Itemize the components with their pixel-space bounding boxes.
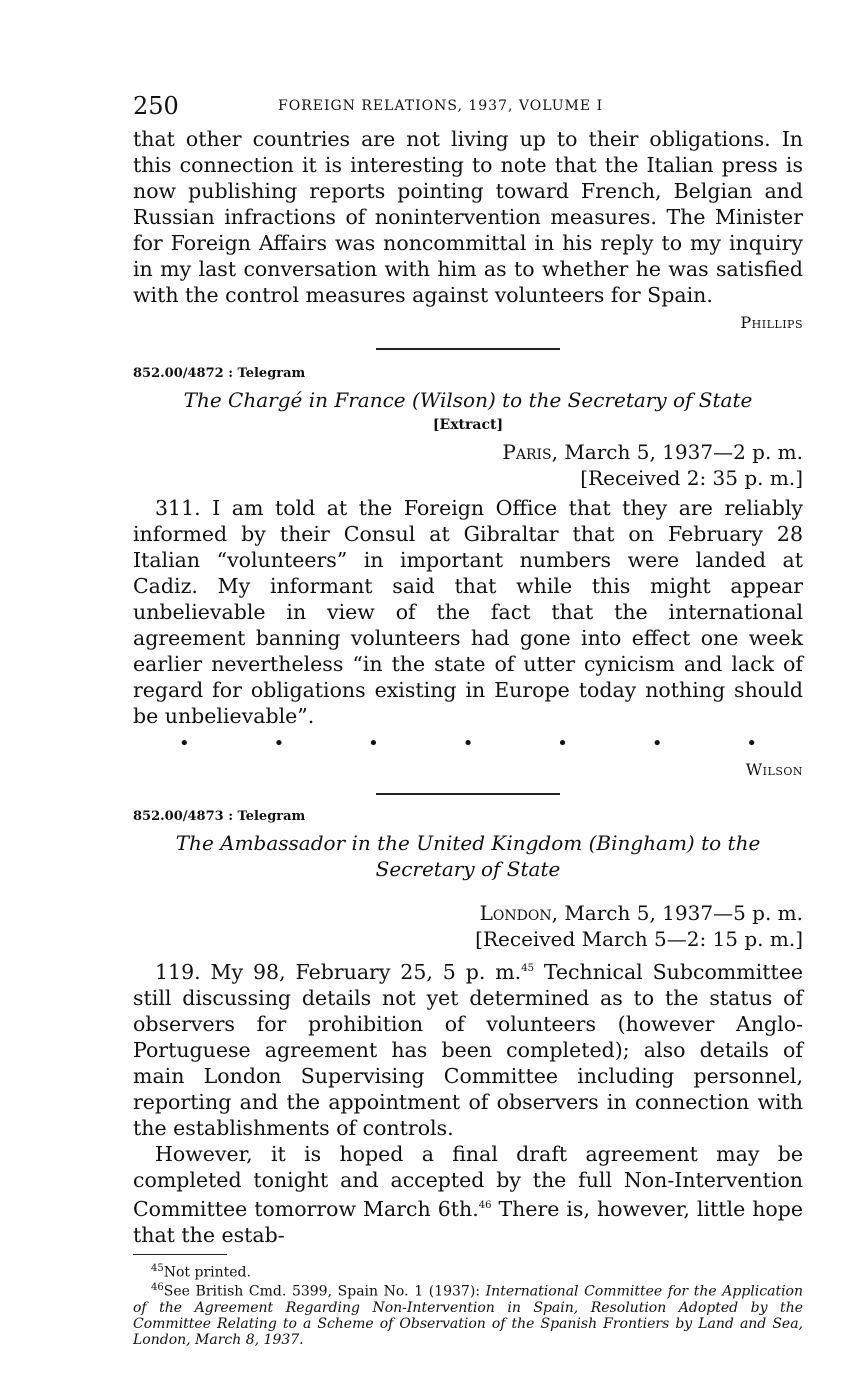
dateline-place: London [479, 901, 552, 925]
signature-wilson: Wilson [745, 760, 803, 779]
section-divider [376, 793, 560, 795]
received-line: [Received March 5—2: 15 p. m.] [475, 927, 803, 951]
signature-phillips: Phillips [740, 313, 803, 332]
footnote-ref: 46 [478, 1199, 492, 1211]
ellipsis-dot: • [462, 733, 474, 754]
footnote-text: Not printed. [163, 1264, 251, 1281]
message-paragraph [133, 1141, 803, 1248]
dateline [133, 900, 803, 926]
message-paragraph [133, 956, 803, 1141]
page-number: 250 [133, 92, 179, 120]
footnote-46 [133, 1280, 803, 1348]
document-title: The Chargé in France (Wilson) to the Secretary of State [183, 388, 753, 412]
paragraph-text: There is, however, little hope that the estab- [133, 1196, 803, 1247]
footnote-text: See British Cmd. 5399, Spain No. 1 (1937): [163, 1283, 486, 1300]
document-title: The Ambassador in the United Kingdom (Bingham) to the Secretary of State [175, 831, 761, 881]
footnote-mark: 46 [151, 1282, 164, 1294]
ellipsis-dot: • [368, 733, 379, 754]
file-number: 852.00/4872 : Telegram [133, 366, 306, 381]
running-title: FOREIGN RELATIONS, 1937, VOLUME I [278, 98, 604, 114]
extract-label: [Extract] [432, 417, 504, 433]
ellipsis-dot: • [273, 733, 285, 754]
paragraph-text: However, it is hoped a final draft agreement may be completed tonight and accepted by the full Non-Intervention Committee tomorrow March 6th. [133, 1141, 803, 1221]
paragraph-text: Technical Subcommittee still discussing details not yet determined as to the status of observers for prohibition of volunteers (however Anglo-Portuguese agreement has been completed); also details of main London Supervising Committee including personnel, reporting and the appointment of observers in connection with the establishments of controls. [133, 959, 803, 1140]
received-line: [Received 2: 35 p. m.] [580, 466, 803, 490]
paragraph-text: 119. My 98, February 25, 5 p. m. [155, 959, 522, 984]
footnote-divider [133, 1254, 227, 1255]
page [133, 92, 803, 1348]
footnote-citation: International Committee for the Application of the Agreement Regarding Non-Intervention in Spain, Resolution Adopted by the Committee Relating to a Scheme of Observation of the Spanish Frontiers by Land and Sea, London, March 8, 1937. [133, 1283, 803, 1348]
file-number: 852.00/4873 : Telegram [133, 809, 306, 824]
footnote-mark: 45 [151, 1262, 164, 1274]
ellipsis-dot: • [651, 733, 663, 754]
footnotes [133, 1261, 803, 1348]
ellipsis-dot: • [557, 733, 568, 754]
dateline-place: Paris [502, 440, 552, 464]
dateline-date: , March 5, 1937—5 p. m. [551, 901, 803, 925]
section-divider [376, 348, 560, 350]
ellipsis-dot: • [179, 733, 190, 754]
footnote-ref: 45 [521, 963, 534, 974]
dateline-date: , March 5, 1937—2 p. m. [551, 440, 803, 464]
footnote-45 [133, 1261, 803, 1281]
running-head [133, 92, 803, 126]
continuation-paragraph: that other countries are not living up to their obligations. In this connection it is interesting to note that the Italian press is now publishing reports pointing toward French, Belgian and Russian infractions of nonintervention measures. The Minister for Foreign Affairs was noncommittal in his reply to my inquiry in my last conversation with him as to whether he was satisfied with the control measures against volunteers for Spain. [133, 127, 803, 307]
ellipsis-row [133, 733, 803, 754]
ellipsis-dot: • [746, 733, 757, 754]
message-paragraph: 311. I am told at the Foreign Office that they are reliably informed by their Consul at Gibraltar that on February 28 Italian “volunteers” in important numbers were landed at Cadiz. My informant said that while this might appear unbelievable in view of the fact that the international agreement banning volunteers had gone into effect one week earlier nevertheless “in the state of utter cynicism and lack of regard for obligations existing in Europe today nothing should be unbelievable”. [133, 496, 803, 728]
dateline [133, 439, 803, 465]
